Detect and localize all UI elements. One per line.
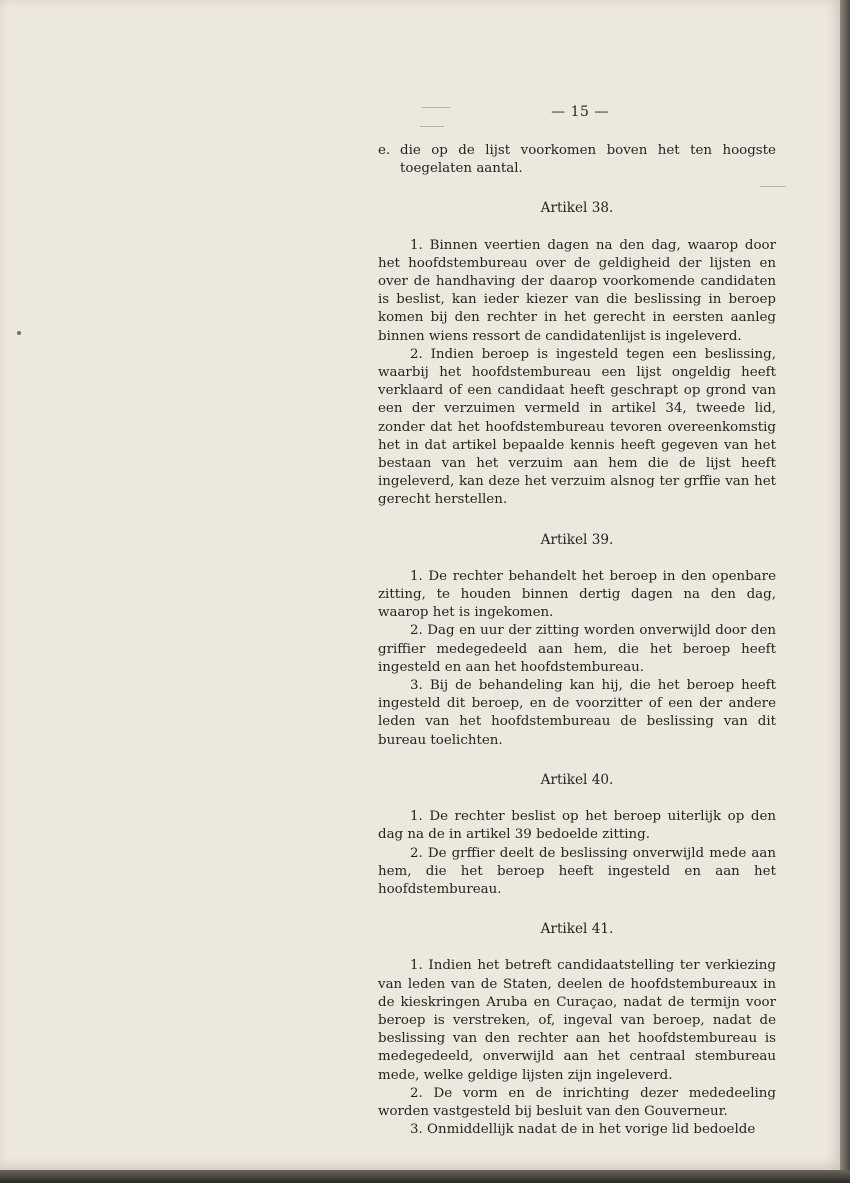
page-edge-right — [840, 0, 850, 1183]
article-paragraph: 3. Onmiddellijk nadat de in het vorige lid bedoelde — [410, 1122, 756, 1138]
faint-mark — [422, 107, 450, 108]
article-paragraph: 1. De rechter behandelt het beroep in den openbare zitting, te houden binnen dertig dagen na den dag, waarop het is ingekomen. — [378, 568, 776, 621]
article-heading: Artikel 38. — [540, 200, 614, 217]
article-41 — [378, 920, 776, 1139]
article-paragraph: 2. De grffier deelt de beslissing onverwijld mede aan hem, die het beroep heeft ingesteld en aan het hoofdstembureau. — [378, 845, 776, 897]
list-text: die op de lijst voorkomen boven het ten hoogste toegelaten aantal. — [400, 143, 776, 177]
article-paragraph: 2. De vorm en de inrichting dezer mededeeling worden vastgesteld bij besluit van den Gouverneur. — [378, 1085, 776, 1119]
margin-dot — [17, 331, 21, 335]
article-paragraph: 2. Indien beroep is ingesteld tegen een beslissing, waarbij het hoofdstembureau een lijst ongeldig heeft verklaard of een candidaat heeft geschrapt op grond van een der verzuimen vermeld in artikel 34, tweede lid, zonder dat het hoofdstembureau tevoren overeenkomstig het in dat artikel bepaalde kennis heeft gegeven van het bestaan van het verzuim aan hem die de lijst heeft ingeleverd, kan deze het verzuim alsnog ter grffie van het gerecht herstellen. — [378, 346, 776, 508]
article-paragraph: 3. Bij de behandeling kan hij, die het beroep heeft ingesteld dit beroep, en de voorzitter of een der andere leden van het hoofdstembureau de beslissing van dit bureau toelichten. — [378, 678, 776, 748]
article-paragraph: 2. Dag en uur der zitting worden onverwijld door den griffier medegedeeld aan hem, die het beroep heeft ingesteld en aan het hoofdstembureau. — [378, 623, 776, 675]
article-paragraph: 1. Binnen veertien dagen na den dag, waarop door het hoofdstembureau over de geldigheid der lijsten en over de handhaving der daarop voorkomende candidaten is beslist, kan ieder kiezer van die beslissing in beroep komen bij den rechter in het gerecht in eersten aanleg binnen wiens ressort de candidatenlijst is ingeleverd. — [378, 237, 776, 344]
list-marker: e. — [378, 143, 391, 158]
article-38 — [378, 199, 776, 509]
article-heading: Artikel 40. — [540, 771, 614, 788]
article-40 — [378, 771, 776, 899]
document-body — [378, 142, 776, 1139]
list-item-e — [378, 142, 776, 178]
article-paragraph: 1. Indien het betreft candidaatstelling ter verkiezing van leden van de Staten, deelen de hoofdstembureaux in de kieskringen Aruba en Curaçao, nadat de termijn voor beroep is verstreken, of, ingeval van beroep, nadat de beslissing van den rechter aan het hoofdstembureau is medegedeeld, onverwijld aan het centraal stembureau mede, welke geldige lijsten zijn ingeleverd. — [378, 958, 776, 1083]
faint-mark — [420, 126, 444, 127]
page-number: — 15 — — [551, 104, 609, 120]
article-39 — [378, 531, 776, 750]
page-edge-bottom — [0, 1170, 850, 1183]
article-heading: Artikel 41. — [540, 921, 614, 938]
article-paragraph: 1. De rechter beslist op het beroep uiterlijk op den dag na de in artikel 39 bedoelde zitting. — [378, 809, 776, 843]
article-heading: Artikel 39. — [540, 531, 614, 548]
